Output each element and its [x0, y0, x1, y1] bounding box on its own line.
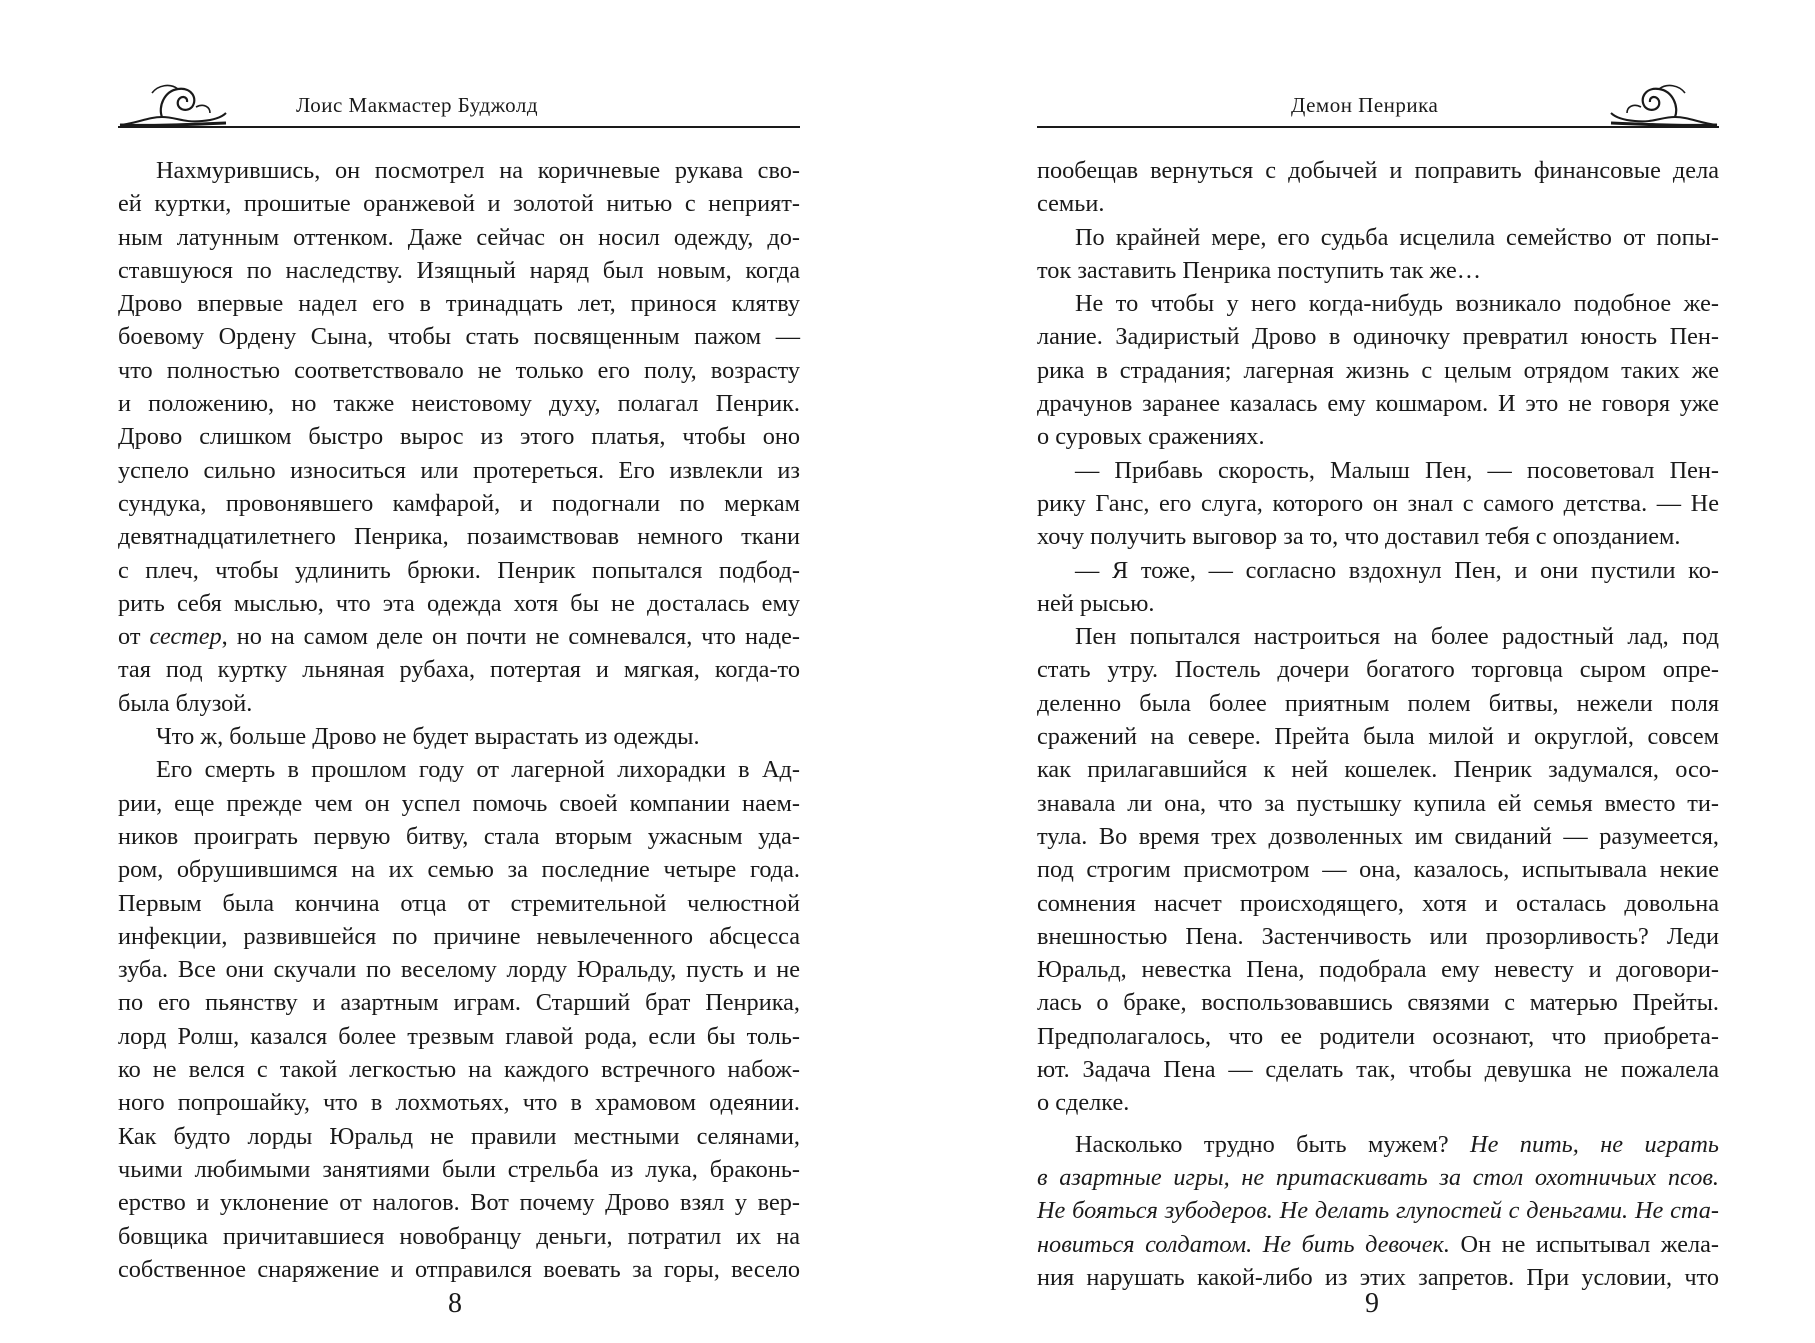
text-line: Его смерть в прошлом году от лагерной лихорадки в Ад-	[156, 756, 800, 784]
flourish-ornament-icon	[1609, 77, 1719, 127]
text-line: внешностью Пена. Застенчивость или прозорливость? Леди	[1037, 922, 1719, 950]
flourish-ornament-icon	[118, 77, 228, 127]
text-line: Что ж, больше Дрово не будет вырастать из одежды.	[156, 723, 700, 751]
emphasis: Не бояться зубодеров. Не делать глупостей с деньгами. Не ста-	[1037, 1197, 1719, 1225]
text-line: Предполагалось, что ее родители осознают, что приобрета-	[1037, 1022, 1719, 1050]
text-line: Нахмурившись, он посмотрел на коричневые рукава сво-	[156, 157, 800, 184]
running-title-author: Лоис Макмастер Буджолд	[296, 93, 539, 117]
text-line: под строгим присмотром — она, казалось, испытывала некие	[1037, 856, 1719, 884]
text-line: пообещав вернуться с добычей и поправить финансовые дела	[1037, 157, 1719, 184]
right-page	[907, 0, 1815, 1343]
text-line: успело сильно износиться или протереться. Его извлекли из	[118, 456, 800, 484]
text-line: ния нарушать какой-либо из этих запретов. При условии, что	[1037, 1263, 1719, 1291]
right-running-head	[1037, 78, 1719, 128]
text-line: ко не велся с такой легкостью на каждого встречного набож-	[118, 1056, 800, 1084]
text-line: По крайней мере, его судьба исцелила семейство от попы-	[1075, 223, 1719, 251]
emphasis: в азартные игры, не притаскивать за стол охотничьих псов.	[1037, 1163, 1719, 1191]
text-line: драчунов заранее казалась ему кошмаром. И это не говоря уже	[1037, 390, 1719, 418]
text-line: сундука, провонявшего камфарой, и подогнали по меркам	[118, 489, 800, 517]
text-line: и положению, но также неистовому духу, полагал Пенрик.	[118, 390, 800, 418]
left-running-head	[118, 78, 800, 128]
text-line: лась о браке, воспользовавшись связями с матерью Прейты.	[1037, 989, 1719, 1017]
text-line: рику Ганс, его слуга, которого он знал с самого детства. — Не	[1037, 489, 1719, 517]
text-line: бовщика причитавшиеся новобранцу деньги, потратил их на	[118, 1222, 800, 1250]
text-line: с плеч, чтобы удлинить брюки. Пенрик попытался подбод-	[118, 556, 800, 584]
text-line: ей куртки, прошитые оранжевой и золотой нитью с неприят-	[118, 190, 800, 218]
left-body-text	[118, 154, 800, 1286]
text-line: лорд Ролш, казался более трезвым главой рода, если бы толь-	[118, 1022, 800, 1050]
text-line: тая под куртку льняная рубаха, потертая и мягкая, когда-то	[118, 656, 800, 684]
emphasis: Не пить, не играть	[1470, 1130, 1719, 1158]
text-line: Юральд, невестка Пена, подобрала ему невесту и договори-	[1037, 956, 1719, 984]
text-line: ром, обрушившимся на их семью за последние четыре года.	[118, 856, 800, 884]
text-line: инфекции, развившейся по причине невылеченного абсцесса	[118, 922, 800, 950]
text-line: рии, еще прежде чем он успел помочь своей компании наем-	[118, 789, 800, 817]
text-line: Не то чтобы у него когда-нибудь возникало подобное же-	[1075, 290, 1719, 318]
text-line: Как будто лорды Юральд не правили местными селянами,	[118, 1122, 800, 1150]
text-line: о сделке.	[1037, 1089, 1130, 1117]
text-line: Дрово слишком быстро вырос из этого платья, чтобы оно	[118, 423, 800, 451]
text-line: была блузой.	[118, 689, 253, 717]
text-line: ют. Задача Пена — сделать так, чтобы девушка не пожалела	[1037, 1056, 1719, 1084]
text-line: ников проиграть первую битву, стала вторым ужасным уда-	[118, 822, 800, 850]
text-line: — Я тоже, — согласно вздохнул Пен, и они пустили ко-	[1075, 556, 1719, 584]
text-line: ставшуюся по наследству. Изящный наряд был новым, когда	[118, 256, 800, 284]
text-line: ток заставить Пенрика поступить так же…	[1037, 256, 1482, 284]
text-line: новиться солдатом. Не бить девочек. Он не испытывал жела-	[1037, 1230, 1719, 1258]
running-title-book: Демон Пенрика	[1291, 93, 1439, 117]
text-line: лание. Задиристый Дрово в одиночку превратил юность Пен-	[1037, 323, 1719, 351]
text-line: девятнадцатилетнего Пенрика, позаимствовав немного ткани	[118, 523, 800, 551]
text-line: семьи.	[1037, 190, 1105, 218]
text-line: собственное снаряжение и отправился воевать за горы, весело	[118, 1255, 800, 1283]
text-line: сражений на севере. Прейта была милой и округлой, совсем	[1037, 723, 1719, 751]
text-line: Насколько трудно быть мужем? Не пить, не играть	[1075, 1130, 1719, 1158]
text-line: сомнения насчет происходящего, хотя и осталась довольна	[1037, 889, 1719, 917]
text-line: рить себя мыслью, что эта одежда хотя бы не досталась ему	[118, 589, 800, 617]
text-line: Дрово впервые надел его в тринадцать лет, принося клятву	[118, 290, 800, 318]
text-line: как прилагавшийся к ней кошелек. Пенрик задумался, осо-	[1037, 756, 1719, 784]
text-line: ным латунным оттенком. Даже сейчас он носил одежду, до-	[118, 223, 800, 251]
left-page	[0, 0, 907, 1343]
text-line: ерство и уклонение от налогов. Вот почему Дрово взял у вер-	[118, 1189, 800, 1217]
text-line: по его пьянству и азартным играм. Старший брат Пенрика,	[118, 989, 800, 1017]
text-line: рика в страдания; лагерная жизнь с целым отрядом таких же	[1037, 356, 1719, 384]
text-line: зуба. Все они скучали по веселому лорду Юральду, пусть и не	[118, 956, 800, 984]
text-line: тула. Во время трех дозволенных им свиданий — разумеется,	[1037, 822, 1719, 850]
text-line: знавала ли она, что за пустышку купила ей семья вместо ти-	[1037, 789, 1719, 817]
page-number: 8	[448, 1288, 462, 1319]
emphasis: сестер	[149, 623, 222, 651]
text-line: ней рысью.	[1037, 589, 1155, 617]
right-body-text	[1037, 154, 1719, 1294]
text-line: боевому Ордену Сына, чтобы стать посвященным пажом —	[118, 323, 800, 351]
text-line: хочу получить выговор за то, что доставил тебя с опозданием.	[1037, 523, 1681, 551]
emphasis: новиться солдатом. Не бить девочек.	[1037, 1230, 1450, 1258]
text-line: о суровых сражениях.	[1037, 423, 1265, 451]
text-line: Пен попытался настроиться на более радостный лад, под	[1075, 623, 1719, 651]
text-line	[1037, 1194, 1719, 1227]
text-line: что полностью соответствовало не только его полу, возрасту	[118, 356, 800, 384]
text-line: деленно была более приятным полем битвы, нежели поля	[1037, 689, 1719, 717]
page-number: 9	[1365, 1288, 1379, 1319]
header-rule	[1037, 126, 1719, 128]
header-rule	[118, 126, 800, 128]
text-line: от сестер, но на самом деле он почти не сомневался, что наде-	[118, 623, 800, 651]
text-line: чьими любимыми занятиями были стрельба из лука, браконь-	[118, 1155, 800, 1183]
text-line	[1037, 1161, 1719, 1194]
text-line: Первым была кончина отца от стремительной челюстной	[118, 889, 800, 917]
text-line: стать утру. Постель дочери богатого торговца сыром опре-	[1037, 656, 1719, 684]
text-line: — Прибавь скорость, Малыш Пен, — посоветовал Пен-	[1075, 456, 1719, 484]
text-line: ного попрошайку, что в лохмотьях, что в храмовом одеянии.	[118, 1089, 800, 1117]
